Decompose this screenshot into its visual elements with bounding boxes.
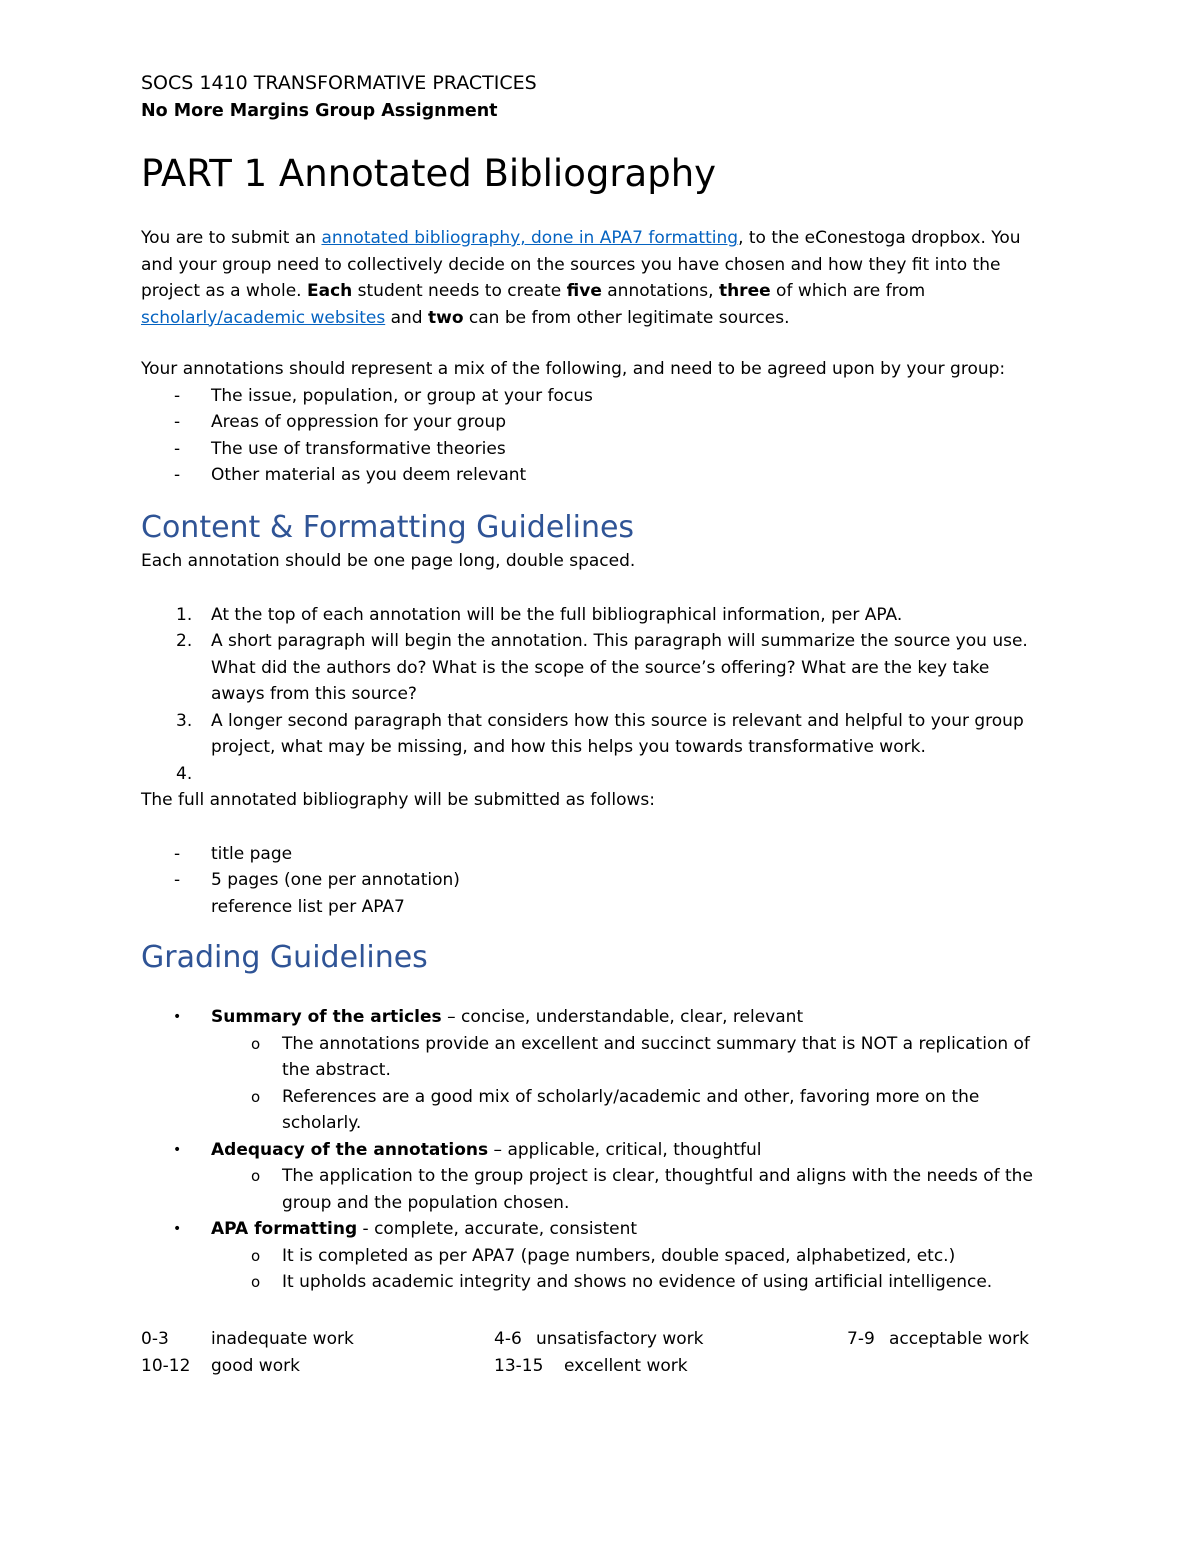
steps-list [141,602,1028,788]
intro-paragraph [141,225,1021,331]
list-item: o References are a good mix of scholarly/academic and other, favoring more on the scholarly. [251,1086,980,1133]
intro-line-2: and your group need to collectively decide on the sources you have chosen and how they fit into the [141,254,1001,275]
grading-scale [141,1326,1061,1380]
list-item: 2. A short paragraph will begin the annotation. This paragraph will summarize the source you use. What did the authors do? What is the scope of the source’s offering? What are the key take aways from this source? [176,631,1028,704]
list-item: o The annotations provide an excellent and succinct summary that is NOT a replication of the abstract. [251,1033,1030,1080]
scale-label: unsatisfactory work [536,1329,704,1349]
scale-label: inadequate work [211,1329,354,1349]
scale-label: acceptable work [889,1329,1029,1349]
criteria-list [141,1216,1033,1243]
intro-line-1: You are to submit an annotated bibliography, done in APA7 formatting, to the eConestoga dropbox. You [141,228,1021,248]
scholarly-websites-link[interactable]: scholarly/academic websites [141,307,386,328]
list-item: - title page [174,843,293,864]
scale-label: excellent work [564,1356,688,1376]
scale-range: 0-3 [141,1329,169,1349]
apa7-guide-link[interactable]: annotated bibliography, done in APA7 formatting [321,228,739,248]
criterion-item: • Summary of the articles – concise, understandable, clear, relevant [173,1007,804,1027]
page-title: PART 1 Annotated Bibliography [141,152,717,195]
criteria-list [141,1137,1033,1164]
intro-line-3: project as a whole. Each student needs to create five annotations, three of which are from [141,281,926,301]
mix-list [141,383,1005,489]
list-item: 4. [176,763,193,784]
scale-row [141,1353,1061,1380]
criterion-sublist [141,1163,1033,1216]
list-item: 1. At the top of each annotation will be the full bibliographical information, per APA. [176,604,903,625]
criteria-list [141,1004,1033,1031]
list-item: - Areas of oppression for your group [174,412,507,432]
scale-range: 4-6 [494,1329,522,1349]
scale-range: 13-15 [494,1356,544,1376]
list-item: 3. A longer second paragraph that considers how this source is relevant and helpful to your group project, what may be missing, and how this helps you towards transformative work. [176,710,1024,757]
list-item: o It upholds academic integrity and shows no evidence of using artificial intelligence. [251,1272,993,1292]
list-item: - The issue, population, or group at your focus [174,385,593,406]
grading-heading: Grading Guidelines [141,940,428,975]
content-heading: Content & Formatting Guidelines [141,510,635,545]
mix-section [141,356,1005,489]
list-item: - 5 pages (one per annotation) [174,870,460,890]
content-section [141,548,1028,920]
submit-list [141,841,1028,921]
submit-lead: The full annotated bibliography will be submitted as follows: [141,790,656,810]
content-lead: Each annotation should be one page long, double spaced. [141,551,636,571]
criterion-sublist [141,1243,1033,1296]
criterion-item: • Adequacy of the annotations – applicable, critical, thoughtful [173,1139,762,1160]
criterion-sublist [141,1031,1033,1137]
list-item: o It is completed as per APA7 (page numbers, double spaced, alphabetized, etc.) [251,1245,956,1266]
list-item: o The application to the group project is clear, thoughtful and aligns with the needs of the group and the population chosen. [251,1166,1033,1213]
criterion-item: • APA formatting - complete, accurate, consistent [173,1219,638,1239]
assignment-title: No More Margins Group Assignment [141,101,498,121]
list-item: - The use of transformative theories [174,438,506,459]
course-title: SOCS 1410 TRANSFORMATIVE PRACTICES [141,72,537,94]
intro-line-4: scholarly/academic websites and two can be from other legitimate sources. [141,307,790,328]
list-item: - Other material as you deem relevant [174,465,527,485]
grading-section [141,1004,1033,1296]
mix-lead: Your annotations should represent a mix of the following, and need to be agreed upon by your group: [141,359,1006,379]
scale-range: 10-12 [141,1356,191,1376]
scale-label: good work [211,1356,300,1376]
scale-row [141,1326,1061,1353]
scale-range: 7-9 [847,1329,875,1349]
list-item: reference list per APA7 [211,896,405,917]
